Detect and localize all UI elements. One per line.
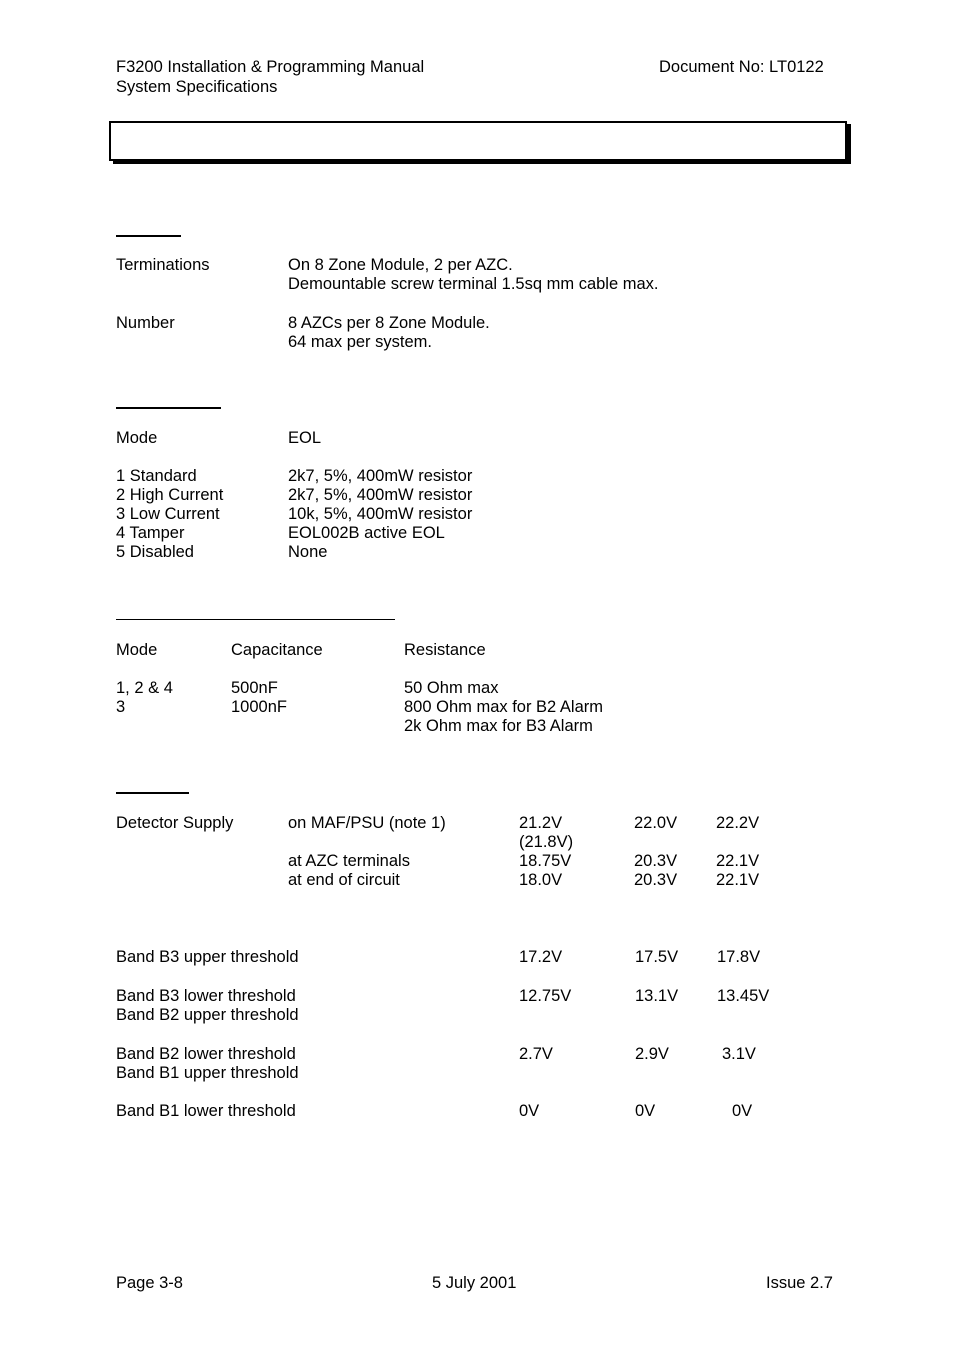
eol-mode: 1 Standard [116, 467, 197, 485]
band-min: 17.2V [519, 948, 563, 966]
detector-supply-label: Detector Supply [116, 814, 234, 832]
section-heading-rule [116, 792, 189, 794]
eol-mode: 2 High Current [116, 486, 224, 504]
cable-resistance: 50 Ohm max [404, 679, 499, 697]
page-number: Page 3-8 [116, 1274, 183, 1292]
supply-max: 22.1V [716, 852, 760, 870]
supply-min: 18.0V [519, 871, 563, 889]
band-nominal: 0V [635, 1102, 656, 1120]
eol-value: 10k, 5%, 400mW resistor [288, 505, 473, 523]
eol-value: EOL002B active EOL [288, 524, 445, 542]
band-min: 2.7V [519, 1045, 553, 1063]
supply-min: 21.2V (21.8V) [519, 814, 574, 851]
cable-mode-header: Mode [116, 641, 158, 659]
band-min: 0V [519, 1102, 540, 1120]
band-nominal: 17.5V [635, 948, 679, 966]
supply-location: at end of circuit [288, 871, 400, 889]
document-date: 5 July 2001 [432, 1274, 517, 1292]
eol-value: 2k7, 5%, 400mW resistor [288, 467, 473, 485]
supply-nominal: 22.0V [634, 814, 678, 832]
terminations-value: On 8 Zone Module, 2 per AZC. Demountable screw terminal 1.5sq mm cable max. [288, 256, 659, 293]
eol-mode-header: Mode [116, 429, 158, 447]
number-value: 8 AZCs per 8 Zone Module. 64 max per system. [288, 314, 490, 351]
band-max: 0V [732, 1102, 753, 1120]
band-min: 12.75V [519, 987, 572, 1005]
number-label: Number [116, 314, 175, 332]
supply-min: 18.75V [519, 852, 572, 870]
issue-number: Issue 2.7 [766, 1274, 833, 1292]
band-max: 3.1V [722, 1045, 756, 1063]
band-max: 17.8V [717, 948, 761, 966]
eol-mode: 5 Disabled [116, 543, 194, 561]
cable-capacitance: 500nF [231, 679, 278, 697]
supply-location: on MAF/PSU (note 1) [288, 814, 446, 832]
section-title: System Specifications [116, 78, 278, 96]
cable-mode: 1, 2 & 4 [116, 679, 173, 697]
band-max: 13.45V [717, 987, 770, 1005]
eol-header: EOL [288, 429, 322, 447]
eol-value: None [288, 543, 328, 561]
band-label: Band B2 lower threshold Band B1 upper threshold [116, 1045, 299, 1082]
cable-resistance: 800 Ohm max for B2 Alarm 2k Ohm max for B3 Alarm [404, 698, 603, 735]
manual-title: F3200 Installation & Programming Manual [116, 58, 425, 76]
cable-mode: 3 [116, 698, 126, 716]
supply-nominal: 20.3V [634, 871, 678, 889]
supply-location: at AZC terminals [288, 852, 410, 870]
section-heading-rule [116, 235, 181, 237]
eol-mode: 3 Low Current [116, 505, 220, 523]
capacitance-header: Capacitance [231, 641, 323, 659]
supply-max: 22.2V [716, 814, 760, 832]
band-nominal: 2.9V [635, 1045, 669, 1063]
section-heading-rule [116, 619, 395, 620]
document-number: Document No: LT0122 [659, 58, 824, 76]
chapter-title-box [109, 121, 847, 161]
resistance-header: Resistance [404, 641, 486, 659]
band-label: Band B3 upper threshold [116, 948, 299, 966]
section-heading-rule [116, 407, 221, 409]
eol-mode: 4 Tamper [116, 524, 185, 542]
terminations-label: Terminations [116, 256, 210, 274]
supply-nominal: 20.3V [634, 852, 678, 870]
band-label: Band B1 lower threshold [116, 1102, 296, 1120]
band-nominal: 13.1V [635, 987, 679, 1005]
supply-max: 22.1V [716, 871, 760, 889]
band-label: Band B3 lower threshold Band B2 upper threshold [116, 987, 299, 1024]
eol-value: 2k7, 5%, 400mW resistor [288, 486, 473, 504]
cable-capacitance: 1000nF [231, 698, 287, 716]
